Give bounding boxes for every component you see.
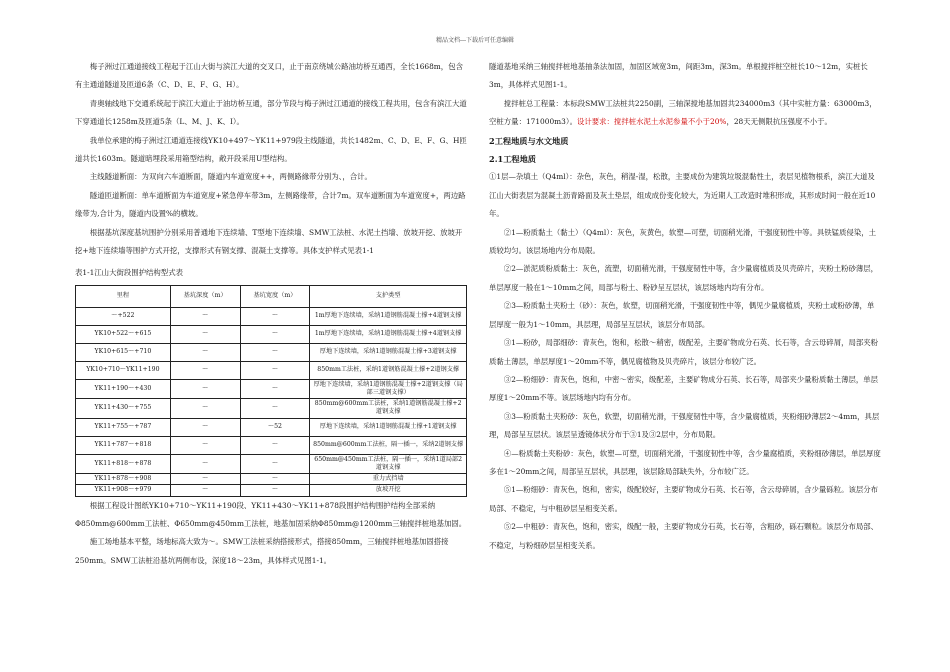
table-cell: ～	[240, 307, 310, 325]
table-cell: ～	[240, 325, 310, 343]
table-cell: 650mm@450mm工法桩，隔一插一，采纳1道局部2道钢支撑	[310, 454, 467, 473]
paragraph-text: 搅拌桩总工程量：本标段SMW工法桩共2250副，三轴深搅地基加固共234000m3（其中实桩方量：63000m3，空桩方量：171000m3）。	[489, 98, 877, 127]
table-cell: YK10+522～+615	[76, 325, 171, 343]
table-row	[76, 325, 467, 343]
paragraph: ②2—淤泥质粉质黏土：灰色，流塑，切面稍光滑，干强度韧性中等，含少量腐植质及贝壳碎片，夹粉土粉砂薄层，单层厚度一般在1～10mm之间，局部与粉土、粉砂呈互层状，该层场地内均有分布。	[489, 264, 879, 292]
table-cell: 850mm@600mm工法桩，采纳1道钢筋混凝土撑+2道钢支撑	[310, 399, 467, 418]
table-cell: 850mm@600mm工法桩，隔一插一，采纳2道钢支撑	[310, 436, 467, 454]
table-cell: ～	[170, 399, 240, 418]
table-cell: 1m厚地下连续墙，采纳1道钢筋混凝土撑+4道钢支撑	[310, 325, 467, 343]
paragraph: 根据基坑深度基坑围护分别采用普通地下连续墙、T型地下连续墙、SMW工法桩、水泥土挡墙、放坡开挖、放坡开挖+地下连续墙等围护方式开挖，支撑形式有钢支撑、混凝土支撑等。具体支护样式见表1-1	[75, 227, 463, 256]
table-row	[76, 485, 467, 496]
table-cell: ～	[170, 474, 240, 485]
table-cell: ～+522	[76, 307, 171, 325]
table-cell: YK11+878～+908	[76, 474, 171, 485]
table-cell: ～	[240, 436, 310, 454]
paragraph	[489, 95, 881, 132]
paragraph: 根据工程设计图纸YK10+710～YK11+190段、YK11+430～YK11+878段围护结构围护结构全部采纳Φ850mm@600mm工法桩、Φ650mm@450mm工法桩，地基加固采纳Φ850mm@1200mm三轴搅拌桩地基加固。	[75, 500, 467, 528]
support-structure-table	[75, 285, 467, 497]
paragraph: ②3—粉质黏土夹粉土（砂）：灰色，软塑，切面稍光滑，干强度韧性中等，偶见少量腐植质，夹粉土或粉砂薄，单层厚度一般为1～10mm，具层理，局部呈互层状，该层分布局部。	[489, 301, 875, 329]
paragraph: ④—粉质黏土夹粉砂：灰色，软塑—可塑，切面稍光滑，干强度韧性中等，含少量腐植质，夹粉细砂薄层，单层厚度多在1～20mm之间，局部呈互层状，具层理，该层除局部缺失外，分布较广泛。	[489, 448, 881, 476]
page-header-note: 精品文档---下载后可任意编辑	[435, 37, 515, 44]
paragraph: 施工场地基本平整，场地标高大致为～。SMW工法桩采纳搭接形式，搭接850mm，三轴搅拌桩地基加固搭接250mm。SMW工法桩沿基坑两侧布设，深度18～23m，具体样式见图1-1。	[75, 537, 449, 565]
paragraph: ③2—粉细砂：青灰色，饱和，中密～密实，级配差，主要矿物成分石英、长石等，局部夹少量粉质黏土薄层，单层厚度1～20mm不等。该层场地内均有分布。	[489, 374, 879, 403]
paragraph: 青奥轴线地下交通系统起于滨江大道止于油坊桥互通，部分节段与梅子洲过江通道的接线工程共用，包含有滨江大道下穿通道长1258m及匝道5条（L、M、J、K、I）。	[75, 98, 467, 127]
table-cell: ～	[240, 343, 310, 361]
table-cell: ～	[170, 436, 240, 454]
table-row	[76, 399, 467, 418]
table-row	[76, 454, 467, 473]
table-cell: ～	[240, 361, 310, 379]
table-row	[76, 379, 467, 398]
table-cell: YK10+710～YK11+190	[76, 361, 171, 379]
paragraph: ②1—粉质黏土（黏土）（Q4ml）：灰色，灰黄色，软塑—可塑，切面稍光滑，干强度韧性中等。具铁锰质侵染，土质较均匀。该层场地内分布局限。	[489, 227, 876, 256]
table-cell: YK11+430～+755	[76, 399, 171, 418]
paragraph: 隧道基地采纳三轴搅拌桩地基抽条法加固，加固区域宽3m，间距3m，深3m。单根搅拌桩空桩长10～12m，实桩长3m，具体样式见图1-1。	[489, 62, 868, 90]
table-header: 基坑深度（m）	[170, 285, 240, 307]
table-cell: ～	[240, 399, 310, 418]
subsection-heading: 2.1工程地质	[489, 154, 536, 165]
table-cell: 厚地下连续墙，采纳1道钢筋混凝土撑+1道钢支撑	[310, 418, 467, 436]
table-cell: 厚地下连续墙，采纳1道钢筋混凝土撑+3道钢支撑	[310, 343, 467, 361]
table-cell: YK10+615～+710	[76, 343, 171, 361]
table-header: 支护类型	[310, 285, 467, 307]
table-row	[76, 418, 467, 436]
paragraph: ⑤1—粉细砂：青灰色，饱和，密实，级配较好，主要矿物成分石英、长石等，含云母碎屑，含少量砾粒。该层分布局部、不稳定，与中粗砂层呈相变关系。	[489, 485, 879, 513]
design-requirement-highlight: 设计要求：搅拌桩水泥土水泥参量不小于20%	[576, 117, 727, 127]
paragraph: 梅子洲过江通道接线工程起于江山大街与滨江大道的交叉口，止于南京绕城公路油坊桥互通西，全长1668m，包含有主通道隧道及匝道6条（C、D、E、F、G、H）。	[75, 62, 463, 90]
paragraph: 主线隧道断面：为双向六车道断面，隧道内车道宽度++，两侧路緣带分别为、，合计。	[89, 172, 372, 182]
table-cell: YK11+818～+878	[76, 454, 171, 473]
table-header: 里程	[76, 285, 171, 307]
table-cell: ～	[240, 454, 310, 473]
paragraph: 我单位承建的梅子洲过江通道连接线YK10+497～YK11+979段主线隧道，共长1482m、C、D、E、F、G、H匝道共长1603m。隧道暗埋段采用箱型结构，敞开段采用U型结构。	[75, 135, 467, 164]
table-row	[76, 436, 467, 454]
table-cell: ～	[240, 485, 310, 496]
table-row	[76, 343, 467, 361]
paragraph-text: ，28天无侧限抗压强度不小于。	[726, 117, 832, 127]
table-cell: 厚地下连续墙，采纳1道钢筋混凝土撑+2道钢支撑（局部三道钢支撑）	[310, 379, 467, 398]
paragraph: ①1层—杂填土（Q4ml）：杂色，灰色，稍湿-湿，松散，主要成份为建筑垃圾混黏性土，表层见植物根系，滨江大道及江山大街表层为混凝土沥青路面及灰土垫层，组成成份变化较大，为近期人工改造时堆积形成，其形成时间一般在近10年。	[489, 172, 876, 219]
paragraph: 隧道匝道断面：单车道断面为车道宽度+紧急停车带3m，左侧路缘带，合计7m。双车道断面为车道宽度+，两边路缘带为,合计为，隧道内设置%的横坡。	[75, 190, 466, 219]
table-row	[76, 474, 467, 485]
table-cell: YK11+908～+979	[76, 485, 171, 496]
paragraph: ③3—粉质黏土夹粉砂：灰色，软塑，切面稍光滑，干强度韧性中等，含少量腐植质，夹粉细砂薄层2～4mm，具层理，局部呈互层状。该层呈透镜体状分布于③1及③2层中，分布局限。	[489, 411, 880, 440]
table-cell: 放坡开挖	[310, 485, 467, 496]
section-heading: 2工程地质与水文地质	[489, 135, 569, 146]
paragraph: ③1—粉砂，局部细砂：青灰色，饱和，松散～稍密，级配差，主要矿物成分石英、长石等，含云母碎屑，局部夹粉质黏土薄层，单层厚度1～20mm不等，偶见腐植物及贝壳碎片，该层分布较广泛。	[489, 338, 879, 366]
table-cell: 重力式挡墙	[310, 474, 467, 485]
paragraph: ⑤2—中粗砂：青灰色，饱和，密实，级配一般，主要矿物成分石英，长石等，含粗砂，砾石颗粒。该层分布局部、不稳定，与粉细砂层呈相变关系。	[489, 522, 879, 550]
left-column	[75, 58, 467, 570]
table-cell: YK11+787～+818	[76, 436, 171, 454]
table-cell: ～	[170, 485, 240, 496]
table-cell: ～	[170, 325, 240, 343]
table-header: 基坑宽度（m）	[240, 285, 310, 307]
table-cell: ～	[170, 454, 240, 473]
table-cell: 1m厚地下连续墙，采纳1道钢筋混凝土撑+4道钢支撑	[310, 307, 467, 325]
table-cell: ～	[240, 379, 310, 398]
table-cell: YK11+190～+430	[76, 379, 171, 398]
table-cell: 850mm工法桩，采纳1道钢筋混凝土撑+2道钢支撑	[310, 361, 467, 379]
table-row	[76, 307, 467, 325]
table-cell: ～	[170, 307, 240, 325]
table-cell: ～	[170, 343, 240, 361]
right-column	[489, 58, 881, 555]
table-cell: ～52	[240, 418, 310, 436]
table-cell: YK11+755～+787	[76, 418, 171, 436]
table-cell: ～	[240, 474, 310, 485]
table-cell: ～	[170, 418, 240, 436]
table-cell: ～	[170, 379, 240, 398]
table-title: 表1-1江山大街段围护结构型式表	[75, 268, 183, 278]
table-cell: ～	[170, 361, 240, 379]
table-row	[76, 361, 467, 379]
